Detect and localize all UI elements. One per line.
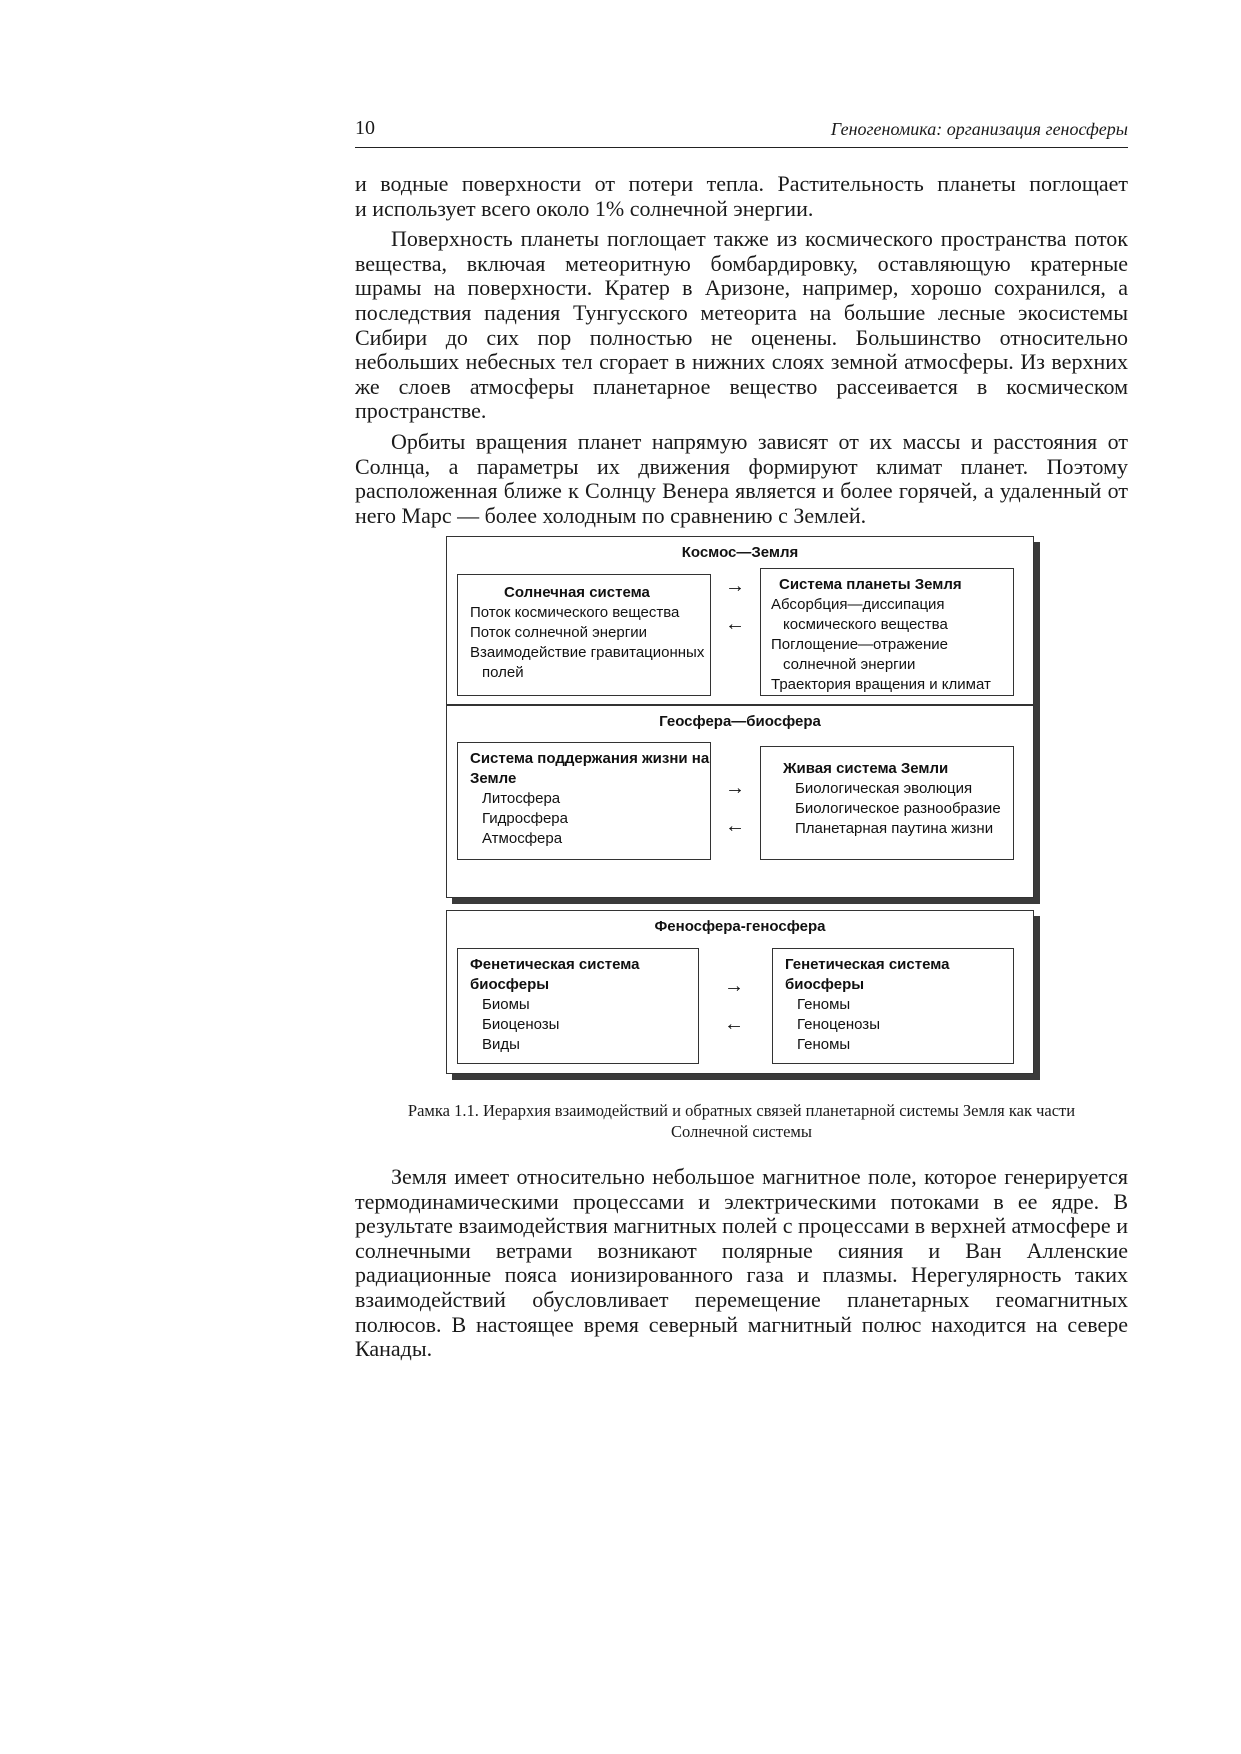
box-line: Поглощение—отражение [771, 636, 948, 653]
box-line: Абсорбция—диссипация [771, 596, 945, 613]
box-line: Поток космического вещества [470, 604, 680, 621]
box-phenetic-title-1: Фенетическая система [470, 956, 640, 973]
box-line: Геномы [797, 1036, 851, 1053]
box-line: Биомы [482, 996, 530, 1013]
box-line: Взаимодействие гравитационных [470, 644, 705, 661]
box-line: космического вещества [783, 616, 948, 633]
box-life-support-title-1: Система поддержания жизни на [470, 750, 710, 767]
running-title: Геногеномика: организация геносферы [830, 119, 1128, 139]
box-phenetic-title-2: биосферы [470, 976, 550, 993]
section-title-kosmos-zemlya: Космос—Земля [681, 544, 799, 561]
box-line: Биологическая эволюция [795, 780, 973, 797]
paragraph-3: Орбиты вращения планет напрямую зависят от их массы и расстояния от Солнца, а параметры их движения формируют климат планет. Поэтому расположенная ближе к Солнцу Венера является и более горячей, а удаленный от него Марс — более холодным по сравнению с Землей. [355, 428, 1128, 528]
box-living-system [760, 746, 1014, 860]
box-solar-system-title: Солнечная система [504, 584, 650, 601]
box-life-support [457, 742, 711, 860]
box-line: Траектория вращения и климат [771, 676, 991, 693]
box-line: Геноценозы [797, 1016, 880, 1033]
section-divider [446, 704, 1034, 706]
box-earth-system [760, 568, 1014, 696]
arrow-left-icon: ← [725, 815, 745, 837]
box-line: полей [482, 664, 524, 681]
panel-shadow-right [1034, 916, 1040, 1080]
box-earth-system-title: Система планеты Земля [779, 576, 962, 593]
box-phenetic-system [457, 948, 699, 1064]
paragraph-2: Поверхность планеты поглощает также из космического пространства поток вещества, включая метеоритную бомбардировку, оставляющую кратерные шрамы на поверхности. Кратер в Аризоне, например, хорошо сохранился, а последствия падения Тунгусского метеорита на большие лесные экосистемы Сибири до сих пор полностью не оценены. Большинство относительно небольших небесных тел сгорает в нижних слоях земной атмосферы. Из верхних же слоев атмосферы планетарное вещество рассеивается в космическом пространстве. [355, 226, 1128, 424]
box-line: Виды [482, 1036, 520, 1053]
paragraph-1-line-1: и водные поверхности от потери тепла. Растительность планеты поглощает [355, 171, 1128, 196]
box-genetic-system [772, 948, 1014, 1064]
box-line: Литосфера [482, 790, 561, 807]
box-line: Биоценозы [482, 1016, 560, 1033]
box-line: Биологическое разнообразие [795, 800, 1001, 817]
paragraph-1 [355, 172, 1128, 221]
box-solar-system [457, 574, 711, 696]
box-genetic-title-2: биосферы [785, 976, 865, 993]
caption-line-1: Рамка 1.1. Иерархия взаимодействий и обратных связей планетарной системы Земля как части [407, 1101, 1076, 1120]
page-number: 10 [355, 117, 375, 139]
box-genetic-title-1: Генетическая система [785, 956, 950, 973]
arrow-left-icon: ← [725, 613, 745, 635]
box-line: Гидросфера [482, 810, 568, 827]
page-header [355, 117, 1128, 148]
box-line: Планетарная паутина жизни [795, 820, 994, 837]
figure-caption [355, 1100, 1128, 1142]
box-line: Поток солнечной энергии [470, 624, 647, 641]
panel-shadow-right [1034, 542, 1040, 904]
arrow-right-icon: → [725, 777, 745, 799]
section-title-geosfera-biosfera: Геосфера—биосфера [659, 713, 821, 730]
arrow-left-icon: ← [724, 1013, 744, 1035]
box-living-system-title: Живая система Земли [783, 760, 949, 777]
paragraph-4: Земля имеет относительно небольшое магнитное поле, которое генерируется термодинамическими процессами и электрическими потоками в ее ядре. В результате взаимодействия магнитных полей с процессами в верхней атмосфере и солнечными ветрами возникают полярные сияния и Ван Алленские радиационные пояса ионизированного газа и плазмы. Нерегулярность таких взаимодействий обусловливает перемещение планетарных геомагнитных полюсов. В настоящее время северный магнитный полюс находится на севере Канады. [355, 1164, 1128, 1362]
box-life-support-title-2: Земле [470, 770, 517, 787]
paragraph-1-line-2: и использует всего около 1% солнечной энергии. [355, 195, 814, 221]
caption-line-2: Солнечной системы [671, 1122, 812, 1141]
panel-shadow-bottom [452, 1074, 1040, 1080]
box-line: солнечной энергии [783, 656, 916, 673]
arrow-right-icon: → [725, 575, 745, 597]
box-line: Геномы [797, 996, 851, 1013]
body-text-bottom [355, 1165, 1128, 1368]
arrow-right-icon: → [724, 975, 744, 997]
panel-shadow-bottom [452, 898, 1040, 904]
section-title-fenosfera-genosfera: Феносфера-геносфера [654, 918, 826, 935]
body-text-top [355, 172, 1128, 534]
box-line: Атмосфера [482, 830, 563, 847]
